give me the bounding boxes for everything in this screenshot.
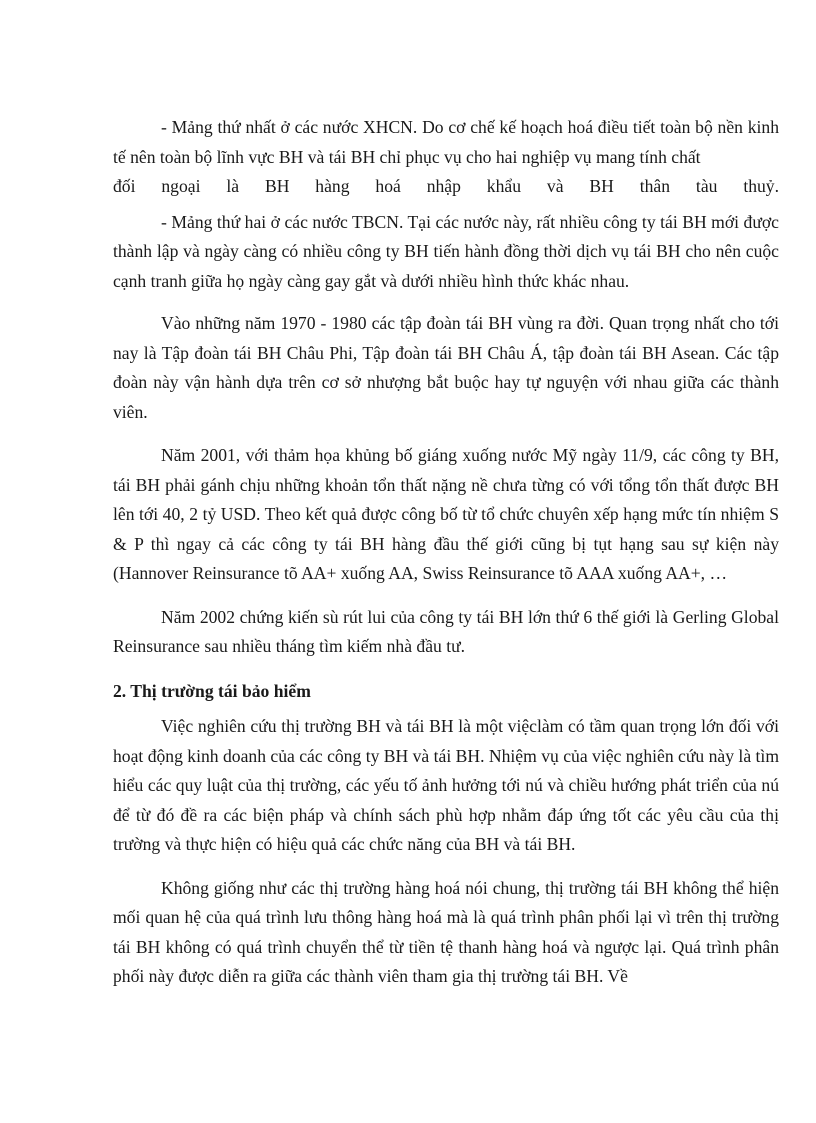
section-heading: 2. Thị trường tái bảo hiểm	[113, 680, 311, 701]
paragraph-market-research: Việc nghiên cứu thị trường BH và tái BH là một việclàm có tầm quan trọng lớn đối với hoạt động kinh doanh của các công ty BH và tái BH. Nhiệm vụ của việc nghiên cứu này là tìm hiểu các quy luật của thị trường, các yếu tố ảnh hưởng tới nú và chiều hướng phát triển của nú để từ đó đề ra các biện pháp và chính sách phù hợp nhằm đáp ứng tốt các yêu cầu của thị trường và thực hiện có hiệu quả các chức năng của BH và tái BH.	[113, 716, 779, 854]
paragraph-capitalist-market: - Mảng thứ hai ở các nước TBCN. Tại các nước này, rất nhiều công ty tái BH mới được thành lập và ngày càng có nhiều công ty BH tiến hành đồng thời dịch vụ tái BH cho nên cuộc cạnh tranh giữa họ ngày càng gay gắt và dưới nhiều hình thức khác nhau.	[113, 211, 779, 291]
paragraph-line: - Mảng thứ nhất ở các nước XHCN. Do cơ chế kế hoạch hoá điều tiết toàn bộ nền kinh tế nên toàn bộ lĩnh vực BH và tái BH chỉ phục vụ cho hai nghiệp vụ mang tính chất	[113, 117, 779, 167]
document-page	[113, 113, 779, 992]
paragraph-2001-terror-losses: Năm 2001, với thảm họa khủng bố giáng xuống nước Mỹ ngày 11/9, các công ty BH, tái BH phải gánh chịu những khoản tổn thất nặng nề chưa từng có với tổng tổn thất được BH lên tới 40, 2 tỷ USD. Theo kết quả được công bố từ tổ chức chuyên xếp hạng mức tín nhiệm S & P thì ngay cả các công ty tái BH hàng đầu thế giới cũng bị tụt hạng sau sự kiện này (Hannover Reinsurance tõ AA+ xuống AA, Swiss Reinsurance tõ AAA xuống AA+, …	[113, 445, 779, 583]
paragraph-regional-groups: Vào những năm 1970 - 1980 các tập đoàn tái BH vùng ra đời. Quan trọng nhất cho tới nay là Tập đoàn tái BH Châu Phi, Tập đoàn tái BH Châu Á, tập đoàn tái BH Asean. Các tập đoàn này vận hành dựa trên cơ sở nhượng bắt buộc hay tự nguyện với nhau giữa các thành viên.	[113, 313, 779, 422]
paragraph-socialist-market	[113, 113, 779, 202]
paragraph-line: đối ngoại là BH hàng hoá nhập khẩu và BH thân tàu thuỷ.	[113, 176, 779, 196]
paragraph-2002-gerling: Năm 2002 chứng kiến sù rút lui của công ty tái BH lớn thứ 6 thế giới là Gerling Global Reinsurance sau nhiều tháng tìm kiếm nhà đầu tư.	[113, 606, 779, 656]
paragraph-market-distribution: Không giống như các thị trường hàng hoá nói chung, thị trường tái BH không thể hiện mối quan hệ của quá trình lưu thông hàng hoá mà là quá trình phân phối lại vì trên thị trường tái BH không có quá trình chuyển thể từ tiền tệ thanh hàng hoá và ngược lại. Quá trình phân phối này được diễn ra giữa các thành viên tham gia thị trường tái BH. Về	[113, 877, 779, 986]
